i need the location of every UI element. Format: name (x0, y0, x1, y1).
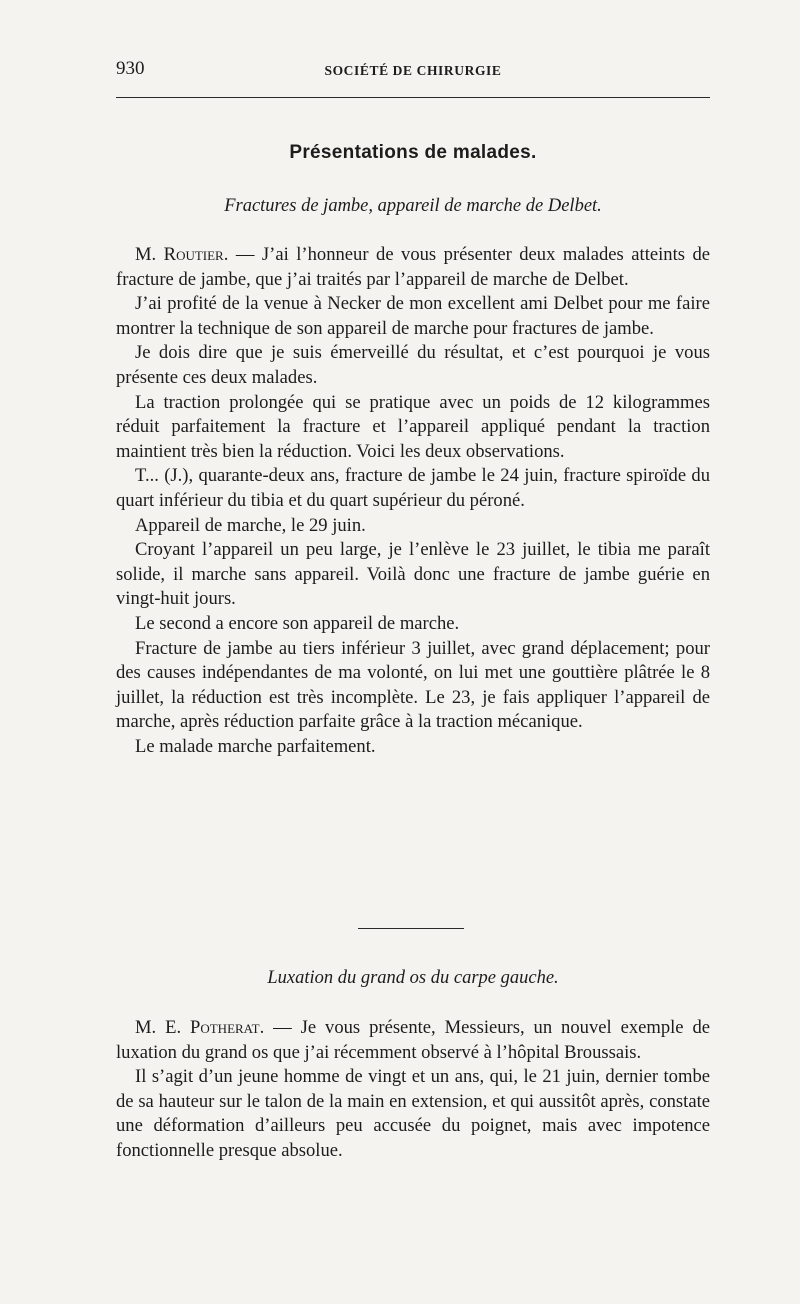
article-body-luxation (116, 1016, 710, 1164)
paragraph-text: — Je vous présente, Messieurs, un nouvel exemple de luxation du grand os que j’ai récemment observé à l’hôpital Broussais. (116, 1017, 711, 1063)
paragraph-text: — J’ai l’honneur de vous présenter deux malades atteints de fracture de jambe, que j’ai traités par l’appareil de marche de Delbet. (116, 244, 710, 290)
paragraph: Fracture de jambe au tiers inférieur 3 juillet, avec grand déplacement; pour des causes indépendantes de ma volonté, on lui met une gouttière plâtrée le 8 juillet, la réduction est très incomplète. Le 23, je fais appliquer l’appareil de marche, après réduction parfaite grâce à la traction mécanique. (116, 637, 710, 733)
article-body-fractures (116, 243, 710, 759)
speaker-prefix: M. E. (135, 1017, 191, 1038)
running-head: SOCIÉTÉ DE CHIRURGIE (324, 63, 502, 78)
section-separator (358, 928, 464, 929)
speaker-name: Potherat. (190, 1017, 265, 1038)
paragraph: Le second a encore son appareil de marche. (135, 612, 460, 634)
paragraph: La traction prolongée qui se pratique avec un poids de 12 kilogrammes réduit parfaitement la fracture et l’appareil appliqué pendant la traction maintient très bien la réduction. Voici les deux observations. (116, 391, 710, 462)
speaker-prefix: M. (135, 244, 164, 265)
paragraph: Appareil de marche, le 29 juin. (135, 514, 366, 536)
page-number: 930 (116, 58, 145, 79)
paragraph: Le malade marche parfaitement. (135, 735, 376, 757)
section-title: Présentations de malades. (289, 142, 537, 163)
paragraph: Je dois dire que je suis émerveillé du résultat, et c’est pourquoi je vous présente ces deux malades. (116, 342, 710, 388)
header-rule (116, 97, 710, 98)
article-title-fractures: Fractures de jambe, appareil de marche de Delbet. (224, 196, 602, 216)
paragraph: J’ai profité de la venue à Necker de mon excellent ami Delbet pour me faire montrer la technique de son appareil de marche pour fractures de jambe. (116, 293, 710, 339)
paragraph (116, 1016, 710, 1065)
paragraph: Il s’agit d’un jeune homme de vingt et un ans, qui, le 21 juin, dernier tombe de sa hauteur sur le talon de la main en extension, et qui aussitôt après, constate une déformation d’ailleurs peu accusée du poignet, mais avec impotence fonctionnelle presque absolue. (116, 1066, 710, 1161)
paragraph (116, 243, 710, 292)
paragraph: Croyant l’appareil un peu large, je l’enlève le 23 juillet, le tibia me paraît solide, il marche sans appareil. Voilà donc une fracture de jambe guérie en vingt-huit jours. (116, 539, 710, 610)
speaker-name: Routier. (163, 244, 229, 265)
page-header (116, 58, 710, 88)
paragraph: T... (J.), quarante-deux ans, fracture de jambe le 24 juin, fracture spiroïde du quart inférieur du tibia et du quart supérieur du péroné. (116, 465, 710, 511)
article-title-luxation: Luxation du grand os du carpe gauche. (267, 968, 559, 988)
